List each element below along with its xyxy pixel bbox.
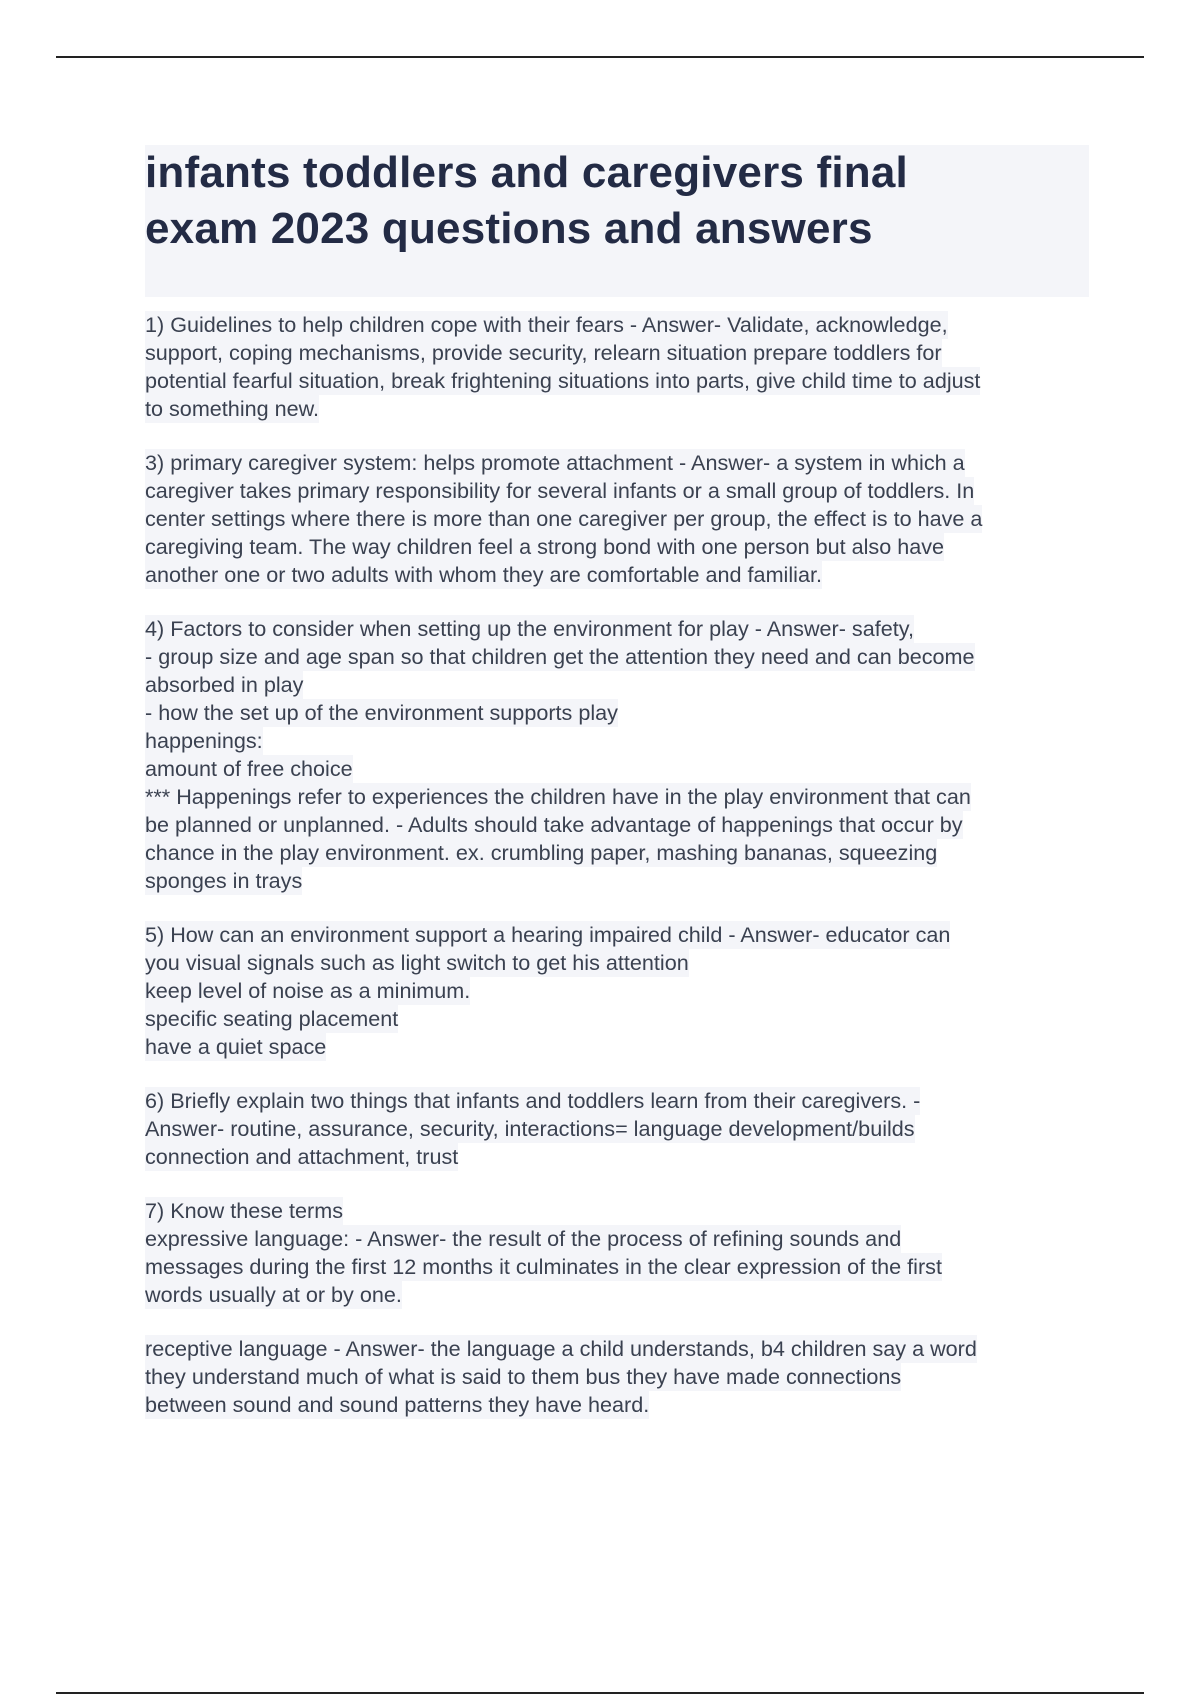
qa-line: connection and attachment, trust [145,1144,459,1169]
qa-line: 1) Guidelines to help children cope with their fears - Answer- Validate, acknowledge, [145,312,948,337]
qa-line: 6) Briefly explain two things that infants and toddlers learn from their caregivers. - [145,1088,921,1113]
qa-line: keep level of noise as a minimum. [145,978,471,1003]
qa-line: specific seating placement [145,1006,399,1031]
qa-entry-1 [145,311,1089,423]
qa-line: expressive language: - Answer- the result of the process of refining sounds and [145,1226,902,1251]
qa-line: words usually at or by one. [145,1282,402,1307]
qa-entry-3 [145,449,1089,589]
qa-entry-7 [145,1197,1089,1309]
qa-line: potential fearful situation, break frightening situations into parts, give child time to adjust [145,368,981,393]
qa-line: you visual signals such as light switch to get his attention [145,950,689,975]
qa-entry-5 [145,921,1089,1061]
title-line: infants toddlers and caregivers final [145,148,908,197]
qa-line: 5) How can an environment support a hearing impaired child - Answer- educator can [145,922,951,947]
top-rule [56,56,1144,58]
qa-line: between sound and sound patterns they have heard. [145,1392,650,1417]
qa-line: sponges in trays [145,868,303,893]
qa-line: absorbed in play [145,672,304,697]
qa-line: chance in the play environment. ex. crumbling paper, mashing bananas, squeezing [145,840,938,865]
qa-line: 4) Factors to consider when setting up the environment for play - Answer- safety, [145,616,914,641]
qa-line: to something new. [145,396,320,421]
qa-line: Answer- routine, assurance, security, interactions= language development/builds [145,1116,915,1141]
qa-line: they understand much of what is said to them bus they have made connections [145,1364,902,1389]
qa-line: happenings: [145,728,263,753]
qa-line: receptive language - Answer- the language a child understands, b4 children say a word [145,1336,977,1361]
document-title [145,145,1089,257]
qa-line: caregiving team. The way children feel a strong bond with one person but also have [145,534,945,559]
qa-entry-6 [145,1087,1089,1171]
title-line: exam 2023 questions and answers [145,204,873,253]
qa-line: support, coping mechanisms, provide security, relearn situation prepare toddlers for [145,340,942,365]
qa-line: caregiver takes primary responsibility for several infants or a small group of toddlers. In [145,478,975,503]
qa-line: amount of free choice [145,756,353,781]
qa-line: center settings where there is more than one caregiver per group, the effect is to have a [145,506,983,531]
qa-entry-4 [145,615,1089,895]
qa-line: 3) primary caregiver system: helps promote attachment - Answer- a system in which a [145,450,965,475]
qa-line: have a quiet space [145,1034,327,1059]
document-body [145,145,1089,1445]
qa-line: another one or two adults with whom they are comfortable and familiar. [145,562,822,587]
qa-entry-receptive [145,1335,1089,1419]
qa-line: be planned or unplanned. - Adults should take advantage of happenings that occur by [145,812,963,837]
qa-line: messages during the first 12 months it culminates in the clear expression of the first [145,1254,942,1279]
bottom-rule [56,1692,1144,1694]
qa-line: 7) Know these terms [145,1198,344,1223]
qa-line: - group size and age span so that children get the attention they need and can become [145,644,975,669]
title-block [145,145,1089,297]
qa-line: *** Happenings refer to experiences the children have in the play environment that can [145,784,971,809]
qa-line: - how the set up of the environment supports play [145,700,618,725]
